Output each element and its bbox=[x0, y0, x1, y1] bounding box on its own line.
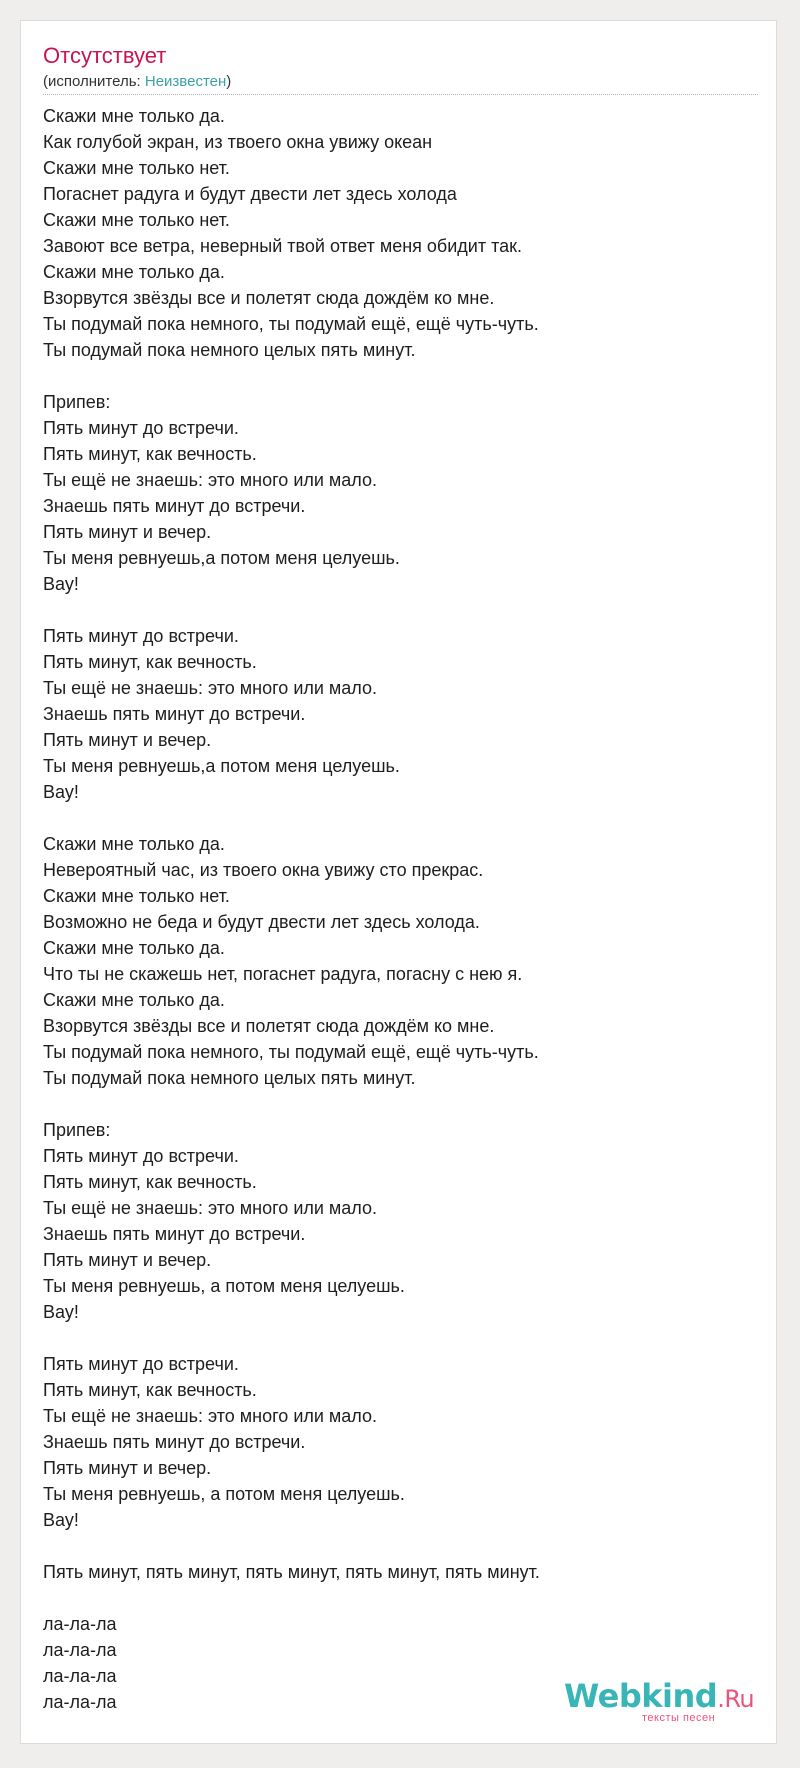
lyric-line: Ты меня ревнуешь, а потом меня целуешь. bbox=[43, 1484, 405, 1504]
lyric-line: Ты меня ревнуешь,а потом меня целуешь. bbox=[43, 756, 400, 776]
song-title: Отсутствует bbox=[43, 43, 167, 68]
lyric-line: Пять минут, пять минут, пять минут, пять минут, пять минут. bbox=[43, 1562, 540, 1582]
lyric-line: Ты ещё не знаешь: это много или мало. bbox=[43, 1406, 378, 1426]
lyric-line bbox=[43, 363, 758, 389]
lyric-line: Скажи мне только да. bbox=[43, 834, 225, 854]
lyric-line: Знаешь пять минут до встречи. bbox=[43, 1224, 306, 1244]
lyric-line: Пять минут до встречи. bbox=[43, 1146, 239, 1166]
lyric-line: Ты подумай пока немного целых пять минут. bbox=[43, 1068, 416, 1088]
lyric-line: Пять минут и вечер. bbox=[43, 1458, 212, 1478]
lyric-line: Взорвутся звёзды все и полетят сюда дождём ко мне. bbox=[43, 288, 495, 308]
lyric-line: Пять минут, как вечность. bbox=[43, 444, 257, 464]
lyric-line: Что ты не скажешь нет, погаснет радуга, погасну с нею я. bbox=[43, 964, 523, 984]
lyric-line: Скажи мне только нет. bbox=[43, 886, 230, 906]
lyric-line: Скажи мне только да. bbox=[43, 262, 225, 282]
logo-wordmark bbox=[564, 1679, 754, 1716]
lyric-line: Возможно не беда и будут двести лет здесь холода. bbox=[43, 912, 480, 932]
lyric-line: Ты меня ревнуешь, а потом меня целуешь. bbox=[43, 1276, 405, 1296]
lyric-line: Вау! bbox=[43, 1510, 79, 1530]
lyric-line: Ты ещё не знаешь: это много или мало. bbox=[43, 1198, 378, 1218]
lyric-line: Как голубой экран, из твоего окна увижу океан bbox=[43, 132, 433, 152]
lyric-line: Погаснет радуга и будут двести лет здесь холода bbox=[43, 184, 457, 204]
logo-brand: Webkind bbox=[564, 1677, 718, 1715]
lyric-line: Вау! bbox=[43, 782, 79, 802]
lyric-line: Завоют все ветра, неверный твой ответ меня обидит так. bbox=[43, 236, 523, 256]
lyric-line: ла-ла-ла bbox=[43, 1692, 117, 1712]
lyric-line: Взорвутся звёзды все и полетят сюда дождём ко мне. bbox=[43, 1016, 495, 1036]
lyric-line bbox=[43, 1585, 758, 1611]
lyric-line: ла-ла-ла bbox=[43, 1640, 117, 1660]
lyric-line bbox=[43, 597, 758, 623]
logo-tld: .Ru bbox=[717, 1685, 755, 1713]
lyric-line: Пять минут до встречи. bbox=[43, 1354, 239, 1374]
lyric-line: Ты меня ревнуешь,а потом меня целуешь. bbox=[43, 548, 400, 568]
lyric-line: Припев: bbox=[43, 392, 111, 412]
lyric-line: Скажи мне только да. bbox=[43, 990, 225, 1010]
lyric-line: Знаешь пять минут до встречи. bbox=[43, 704, 306, 724]
lyric-line: Ты подумай пока немного целых пять минут. bbox=[43, 340, 416, 360]
lyric-line bbox=[43, 1533, 758, 1559]
lyrics-card bbox=[20, 20, 777, 1744]
lyric-line: Скажи мне только да. bbox=[43, 106, 225, 126]
logo-tagline: тексты песен bbox=[642, 1712, 716, 1724]
lyric-line: ла-ла-ла bbox=[43, 1666, 117, 1686]
title-divider bbox=[43, 94, 758, 95]
lyric-line: Пять минут до встречи. bbox=[43, 418, 239, 438]
byline-suffix: ) bbox=[226, 73, 232, 90]
byline-prefix: (исполнитель: bbox=[43, 73, 145, 90]
lyric-line: Пять минут и вечер. bbox=[43, 1250, 212, 1270]
lyric-line bbox=[43, 805, 758, 831]
lyric-line bbox=[43, 1325, 758, 1351]
artist-link[interactable]: Неизвестен bbox=[144, 73, 227, 90]
lyric-line: Знаешь пять минут до встречи. bbox=[43, 496, 306, 516]
lyric-line: Скажи мне только нет. bbox=[43, 158, 230, 178]
lyric-line: Невероятный час, из твоего окна увижу сто прекрас. bbox=[43, 860, 484, 880]
lyric-line: Вау! bbox=[43, 574, 79, 594]
lyric-line: Припев: bbox=[43, 1120, 111, 1140]
lyric-line: Ты подумай пока немного, ты подумай ещё, ещё чуть-чуть. bbox=[43, 1042, 539, 1062]
lyric-line: Пять минут до встречи. bbox=[43, 626, 239, 646]
lyric-line: Пять минут и вечер. bbox=[43, 730, 212, 750]
lyric-line: Пять минут и вечер. bbox=[43, 522, 212, 542]
lyric-line: Скажи мне только нет. bbox=[43, 210, 230, 230]
artist-byline bbox=[43, 73, 231, 91]
webkind-logo[interactable] bbox=[564, 1679, 754, 1723]
lyric-line bbox=[43, 1091, 758, 1117]
lyric-line: Скажи мне только да. bbox=[43, 938, 225, 958]
lyric-line: Вау! bbox=[43, 1302, 79, 1322]
lyric-line: ла-ла-ла bbox=[43, 1614, 117, 1634]
lyric-line: Пять минут, как вечность. bbox=[43, 652, 257, 672]
lyric-line: Пять минут, как вечность. bbox=[43, 1380, 257, 1400]
lyrics-text bbox=[43, 103, 758, 1715]
lyric-line: Пять минут, как вечность. bbox=[43, 1172, 257, 1192]
lyric-line: Ты ещё не знаешь: это много или мало. bbox=[43, 470, 378, 490]
lyric-line: Ты ещё не знаешь: это много или мало. bbox=[43, 678, 378, 698]
lyric-line: Знаешь пять минут до встречи. bbox=[43, 1432, 306, 1452]
lyric-line: Ты подумай пока немного, ты подумай ещё, ещё чуть-чуть. bbox=[43, 314, 539, 334]
